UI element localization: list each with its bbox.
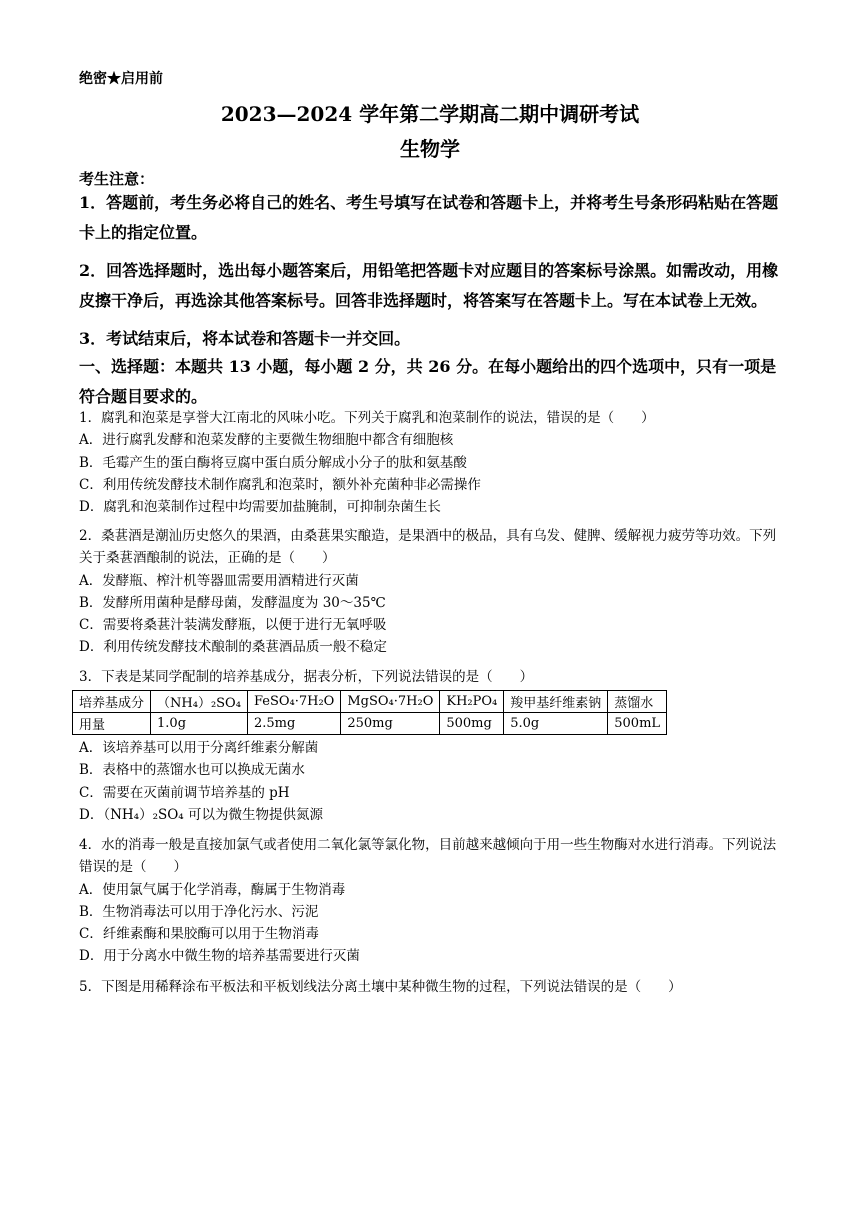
notice-item-3: 3．考试结束后，将本试卷和答题卡一并交回。 <box>79 329 411 348</box>
table-cell: 250mg <box>341 713 440 735</box>
question-stem: 5．下图是用稀释涂布平板法和平板划线法分离土壤中某种微生物的过程，下列说法错误的是（ ） <box>79 979 682 995</box>
option-c: C．需要将桑葚汁装满发酵瓶，以便于进行无氧呼吸 <box>79 617 387 634</box>
question-stem: 1．腐乳和泡菜是享誉大江南北的风味小吃。下列关于腐乳和泡菜制作的说法，错误的是（ ） <box>79 410 655 426</box>
question-3-options <box>79 737 779 826</box>
table-cell: 用量 <box>73 713 151 735</box>
table-header-row <box>73 691 667 713</box>
question-3 <box>79 666 779 688</box>
option-b: B．发酵所用菌种是酵母菌，发酵温度为 30～35℃ <box>79 594 386 611</box>
question-stem: 2．桑葚酒是潮汕历史悠久的果酒，由桑葚果实酿造，是果酒中的极品，具有乌发、健脾、缓解视力疲劳等功效。下列关于桑葚酒酿制的说法，正确的是（ ） <box>79 528 777 567</box>
secret-label: 绝密★启用前 <box>79 71 163 87</box>
option-a: A．进行腐乳发酵和泡菜发酵的主要微生物细胞中都含有细胞核 <box>79 432 454 449</box>
question-5 <box>79 976 779 998</box>
option-d: D．利用传统发酵技术酿制的桑葚酒品质一般不稳定 <box>79 639 387 656</box>
table-cell: 蒸馏水 <box>608 691 667 713</box>
notice-heading: 考生注意： <box>79 170 155 188</box>
exam-subject: 生物学 <box>400 137 460 161</box>
option-b: B．毛霉产生的蛋白酶将豆腐中蛋白质分解成小分子的肽和氨基酸 <box>79 454 467 471</box>
table-cell: MgSO₄·7H₂O <box>341 691 440 713</box>
table-cell: KH₂PO₄ <box>440 691 504 713</box>
table-cell: FeSO₄·7H₂O <box>247 691 340 713</box>
option-c: C．纤维素酶和果胶酶可以用于生物消毒 <box>79 926 319 943</box>
option-d: D．用于分离水中微生物的培养基需要进行灭菌 <box>79 948 360 965</box>
option-b: B．生物消毒法可以用于净化污水、污泥 <box>79 903 319 920</box>
exam-title: 2023—2024 学年第二学期高二期中调研考试 <box>220 102 640 126</box>
option-a: A．发酵瓶、榨汁机等器皿需要用酒精进行灭菌 <box>79 572 359 589</box>
question-1 <box>79 407 779 518</box>
question-4 <box>79 834 779 968</box>
table-cell: 2.5mg <box>247 713 340 735</box>
question-stem: 4．水的消毒一般是直接加氯气或者使用二氧化氯等氯化物，目前越来越倾向于用一些生物酶对水进行消毒。下列说法错误的是（ ） <box>79 837 777 876</box>
table-cell: 500mg <box>440 713 504 735</box>
option-a: A．使用氯气属于化学消毒，酶属于生物消毒 <box>79 881 346 898</box>
table-cell: 培养基成分 <box>73 691 151 713</box>
notice-item-2: 2．回答选择题时，选出每小题答案后，用铅笔把答题卡对应题目的答案标号涂黑。如需改动，用橡皮擦干净后，再选涂其他答案标号。回答非选择题时，将答案写在答题卡上。写在本试卷上无效。 <box>79 261 779 310</box>
table-cell: 500mL <box>608 713 667 735</box>
option-d: D．腐乳和泡菜制作过程中均需要加盐腌制，可抑制杂菌生长 <box>79 499 441 516</box>
option-c: C．需要在灭菌前调节培养基的 pH <box>79 784 290 801</box>
section-heading: 一、选择题：本题共 13 小题，每小题 2 分，共 26 分。在每小题给出的四个选项中，只有一项是符合题目要求的。 <box>79 357 777 406</box>
question-stem: 3．下表是某同学配制的培养基成分，据表分析，下列说法错误的是（ ） <box>79 669 534 685</box>
option-d: D．（NH₄）₂SO₄ 可以为微生物提供氮源 <box>79 806 324 823</box>
medium-composition-table <box>72 690 667 735</box>
notice-item-1: 1．答题前，考生务必将自己的姓名、考生号填写在试卷和答题卡上，并将考生号条形码粘贴在答题卡上的指定位置。 <box>79 193 779 242</box>
option-b: B．表格中的蒸馏水也可以换成无菌水 <box>79 762 305 779</box>
table-row <box>73 713 667 735</box>
question-2 <box>79 525 779 659</box>
table-cell: 羧甲基纤维素钠 <box>504 691 608 713</box>
table-cell: 1.0g <box>151 713 248 735</box>
option-a: A．该培养基可以用于分离纤维素分解菌 <box>79 740 319 756</box>
table-cell: （NH₄）₂SO₄ <box>151 691 248 713</box>
table-cell: 5.0g <box>504 713 608 735</box>
option-c: C．利用传统发酵技术制作腐乳和泡菜时，额外补充菌种非必需操作 <box>79 476 481 493</box>
